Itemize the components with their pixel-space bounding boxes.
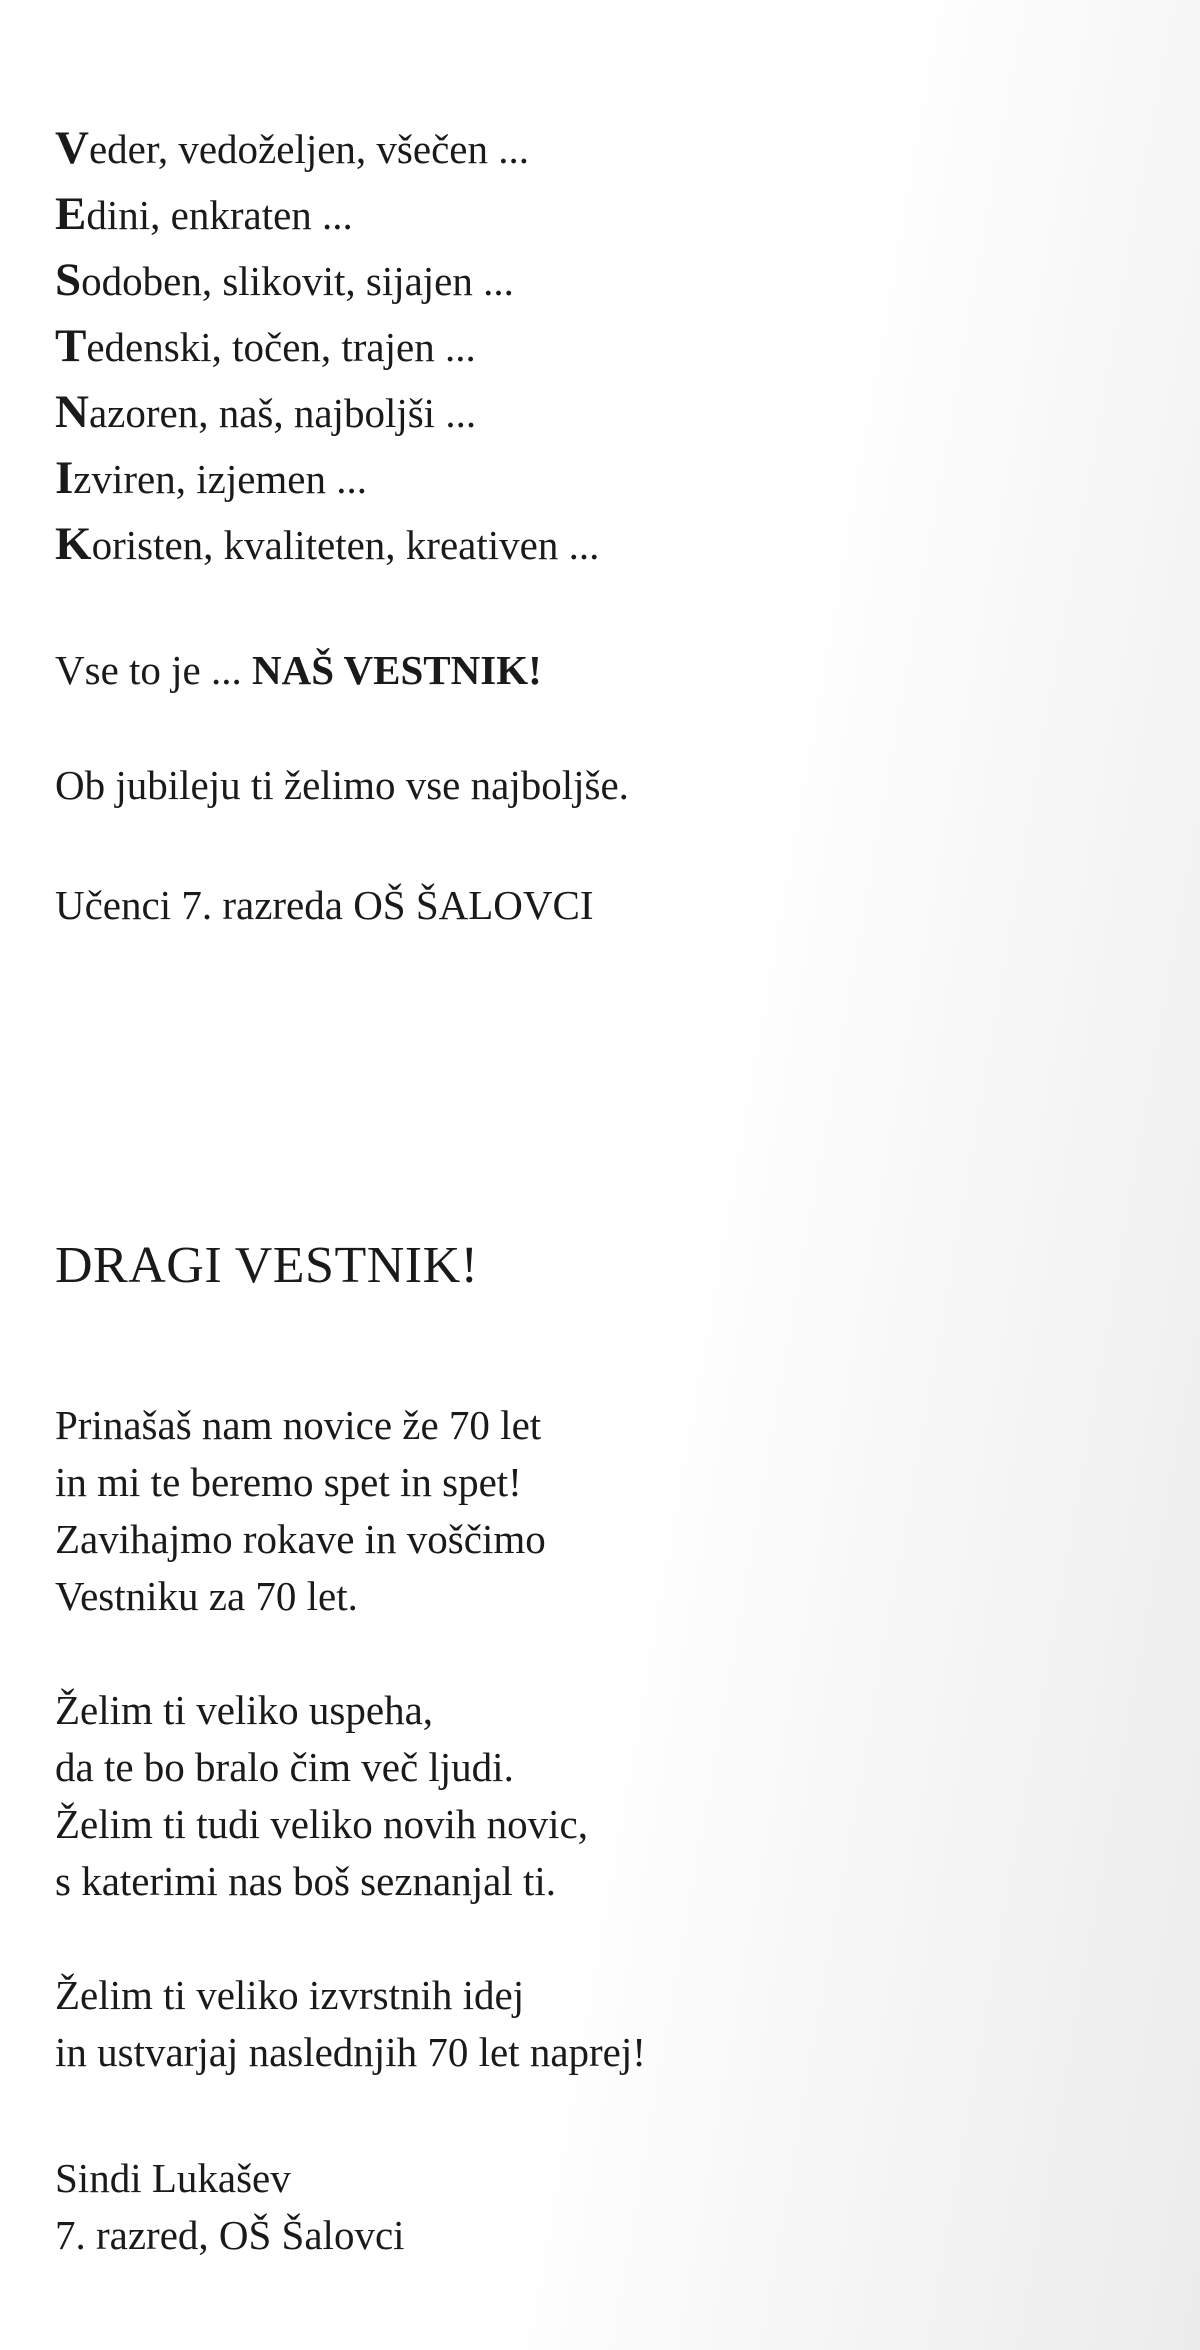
wish-text: Ob jubileju ti želimo vse najboljše. — [55, 762, 629, 808]
acrostic-text: dini, enkraten ... — [86, 192, 353, 238]
poem-author-class: 7. razred, OŠ Šalovci — [55, 2212, 405, 2258]
acrostic-initial: T — [55, 320, 87, 372]
poem-title: DRAGI VESTNIK! — [55, 1237, 479, 1294]
acrostic-text: oristen, kvaliteten, kreativen ... — [91, 522, 600, 568]
acrostic-text: azoren, naš, najboljši ... — [88, 390, 477, 436]
acrostic-initial: S — [55, 254, 82, 306]
acrostic-line — [55, 188, 353, 240]
acrostic-initial: V — [55, 122, 89, 174]
summary-prefix: Vse to je ... — [55, 647, 252, 693]
poem-line: da te bo bralo čim več ljudi. — [55, 1744, 514, 1790]
poem-line: Zavihajmo rokave in voščimo — [55, 1516, 546, 1562]
acrostic-initial: I — [55, 452, 74, 504]
poem-author: Sindi Lukašev — [55, 2155, 291, 2201]
acrostic-initial: N — [55, 386, 89, 438]
poem-line: Vestniku za 70 let. — [55, 1573, 358, 1619]
summary-line — [55, 647, 542, 693]
poem-line: Želim ti veliko izvrstnih idej — [55, 1972, 525, 2018]
acrostic-text: eder, vedoželjen, všečen ... — [88, 126, 529, 172]
acrostic-line — [55, 518, 600, 570]
poem-line: Želim ti veliko uspeha, — [55, 1687, 434, 1733]
acrostic-initial: E — [55, 188, 87, 240]
acrostic-text: edenski, točen, trajen ... — [86, 324, 476, 370]
acrostic-text: zviren, izjemen ... — [73, 456, 368, 502]
summary-emphasis: NAŠ VESTNIK! — [252, 647, 542, 693]
acrostic-line — [55, 320, 476, 372]
poem-line: Želim ti tudi veliko novih novic, — [55, 1801, 588, 1847]
poem-line: Prinašaš nam novice že 70 let — [55, 1402, 542, 1448]
acrostic-line — [55, 386, 477, 438]
acrostic-line — [55, 254, 514, 306]
poem-line: s katerimi nas boš seznanjal ti. — [55, 1858, 556, 1904]
acrostic-initial: K — [55, 518, 92, 570]
acrostic-line — [55, 122, 529, 174]
poem-line: in mi te beremo spet in spet! — [55, 1459, 522, 1505]
acrostic-text: odoben, slikovit, sijajen ... — [81, 258, 514, 304]
poem-line: in ustvarjaj naslednjih 70 let naprej! — [55, 2029, 646, 2075]
acrostic-line — [55, 452, 368, 504]
class-signature: Učenci 7. razreda OŠ ŠALOVCI — [55, 882, 594, 928]
